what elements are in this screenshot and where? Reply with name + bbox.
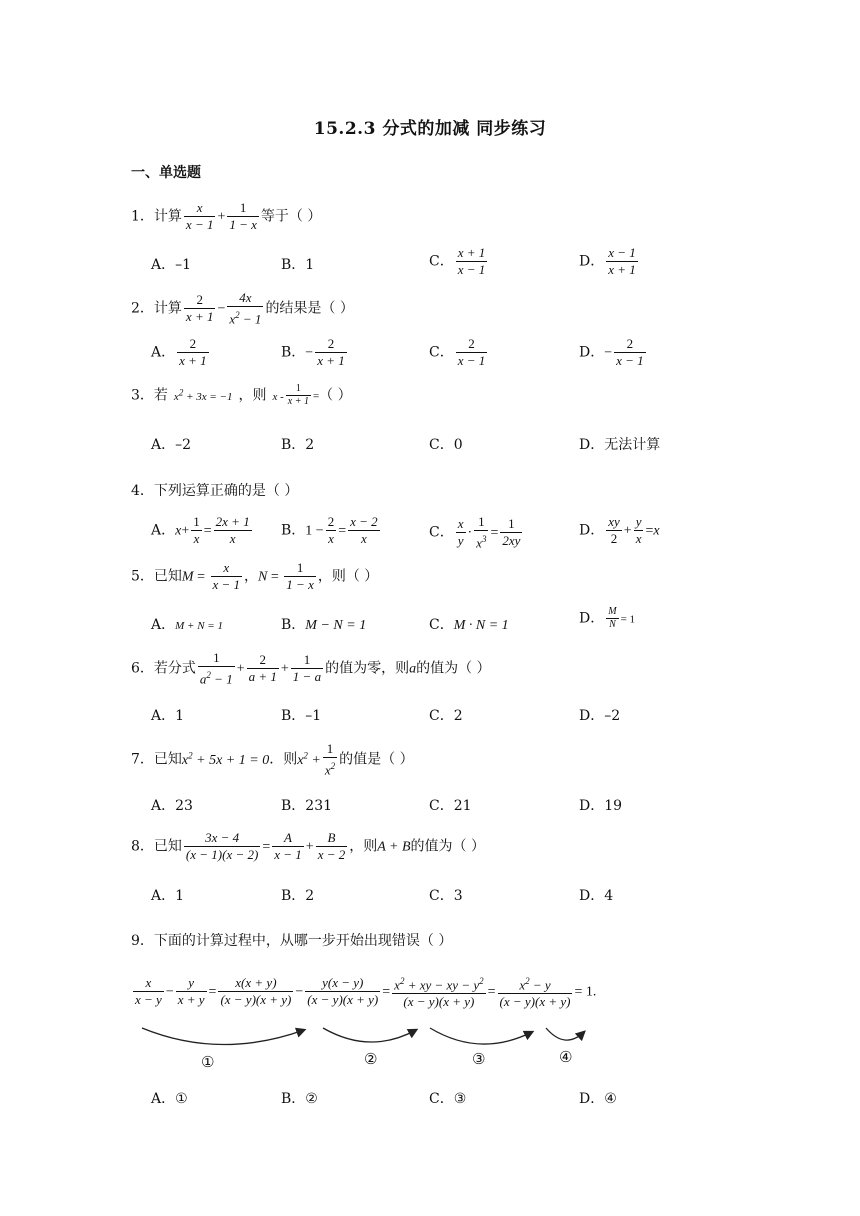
option-b[interactable]: B．2 — [281, 888, 315, 904]
option-b[interactable]: B．–1 — [281, 708, 322, 724]
question-2: 2．计算 $\frac{2}{x + 1}$ − $\frac{4x}{x^2 - 1}$ 的结果是（ ） — [131, 290, 354, 327]
option-c[interactable]: C．③ — [429, 1091, 467, 1107]
step-label-1: ① — [201, 1053, 215, 1071]
step-label-3: ③ — [472, 1050, 486, 1068]
option-c[interactable]: C． $\frac{x}{y}$ · $\frac{1}{x^3}$ = $\frac{1}{2xy}$ — [429, 514, 521, 551]
option-d[interactable]: D．4 — [579, 888, 614, 904]
option-b[interactable]: B．1 — [281, 257, 315, 273]
option-d[interactable]: D．–2 — [579, 708, 621, 724]
question-1: 1．计算 $\frac{x}{x - 1}$ + $\frac{1}{1 - x}$ 等于（ ） — [131, 200, 322, 232]
option-a[interactable]: A．① — [151, 1091, 188, 1107]
option-d[interactable]: D． $\frac{xy}{2}$ + $\frac{y}{x}$ =x — [579, 514, 660, 546]
question-5: 5．已知M = $\frac{x}{x - 1}$ ，N = $\frac{1}{1 - x}$ ，则（ ） — [131, 560, 379, 592]
option-c[interactable]: C．0 — [429, 437, 463, 453]
question-4: 4．下列运算正确的是（ ） — [131, 483, 299, 499]
option-b[interactable]: B．2 — [281, 437, 315, 453]
option-a[interactable]: A．x+ $\frac{1}{x}$ = $\frac{2x + 1}{x}$ — [151, 514, 250, 546]
option-c[interactable]: C． $\frac{2}{x - 1}$ — [429, 336, 486, 368]
option-b[interactable]: B．M − N = 1 — [281, 617, 367, 633]
option-d[interactable]: D．无法计算 — [579, 437, 661, 453]
question-suffix: 等于（ ） — [260, 208, 322, 225]
option-d[interactable]: D．④ — [579, 1091, 617, 1107]
calculation-process: $\frac{x}{x - y}$ − $\frac{y}{x + y}$ = $\frac{x(x + y)}{(x - y)(x + y)}$ − $\frac{y(x - y)}{(x - y)(x + y)}$ = $\frac{x^2 + xy - xy - y^2}{(x - y)(x + y)}$ = $\frac{x^2 - y}{(x - y)(x + y)}$ = 1. — [131, 973, 596, 1010]
option-c[interactable]: C．2 — [429, 708, 463, 724]
question-6: 6．若分式 $\frac{1}{a^2 - 1}$ + $\frac{2}{a + 1}$ + $\frac{1}{1 - a}$ 的值为零，则a的值为（ ） — [131, 650, 491, 687]
question-3: 3．若 $x^2 + 3x = -1$ ，则 x - $\frac{1}{x + 1}$ =（ ） — [131, 383, 352, 407]
question-7: 7．已知$x^2 + 5x + 1 = 0$．则$x^2$ + $\frac{1}{x^2}$ 的值是（ ） — [131, 741, 414, 778]
option-a[interactable]: A．M + N = 1 — [151, 617, 223, 633]
option-d[interactable]: D．− $\frac{2}{x - 1}$ — [579, 336, 644, 368]
question-9: 9．下面的计算过程中，从哪一步开始出现错误（ ） — [131, 933, 453, 949]
option-b[interactable]: B．− $\frac{2}{x + 1}$ — [281, 336, 345, 368]
option-a[interactable]: A．23 — [151, 798, 193, 814]
fraction: $\frac{1}{1 - x}$ — [229, 200, 257, 232]
question-number: 1． — [131, 208, 154, 225]
option-c[interactable]: C． $\frac{x + 1}{x - 1}$ — [429, 245, 486, 277]
fraction: $\frac{x}{x - 1}$ — [185, 200, 214, 232]
option-d[interactable]: D．19 — [579, 798, 623, 814]
question-8: 8．已知 $\frac{3x - 4}{(x - 1)(x - 2)}$ = $\frac{A}{x - 1}$ + $\frac{B}{x - 2}$ ，则A + B的值为（ ） — [131, 830, 485, 862]
option-b[interactable]: B．1 − $\frac{2}{x}$ = $\frac{x - 2}{x}$ — [281, 514, 378, 546]
arrow-step-2 — [323, 1028, 416, 1042]
arrow-step-1 — [142, 1028, 304, 1045]
arrow-step-3 — [430, 1028, 532, 1044]
step-label-4: ④ — [559, 1048, 573, 1066]
option-b[interactable]: B．231 — [281, 798, 333, 814]
option-b[interactable]: B．② — [281, 1091, 318, 1107]
page-title: 15.2.3 分式的加减 同步练习 — [313, 119, 547, 139]
option-a[interactable]: A．1 — [151, 708, 185, 724]
option-c[interactable]: C．3 — [429, 888, 463, 904]
option-d[interactable]: D． $\frac{x - 1}{x + 1}$ — [579, 245, 636, 277]
step-label-2: ② — [364, 1050, 378, 1068]
option-a[interactable]: A．1 — [151, 888, 185, 904]
option-a[interactable]: A．–1 — [151, 257, 192, 273]
question-prefix: 计算 — [153, 208, 182, 225]
option-c[interactable]: C．21 — [429, 798, 472, 814]
option-d[interactable]: D． $\frac{M}{N}$ = 1 — [579, 606, 636, 630]
option-c[interactable]: C．M · N = 1 — [429, 617, 509, 633]
arrow-step-4 — [546, 1028, 584, 1040]
section-heading: 一、单选题 — [131, 165, 201, 181]
option-a[interactable]: A．–2 — [151, 437, 192, 453]
option-a[interactable]: A． $\frac{2}{x + 1}$ — [151, 336, 207, 368]
